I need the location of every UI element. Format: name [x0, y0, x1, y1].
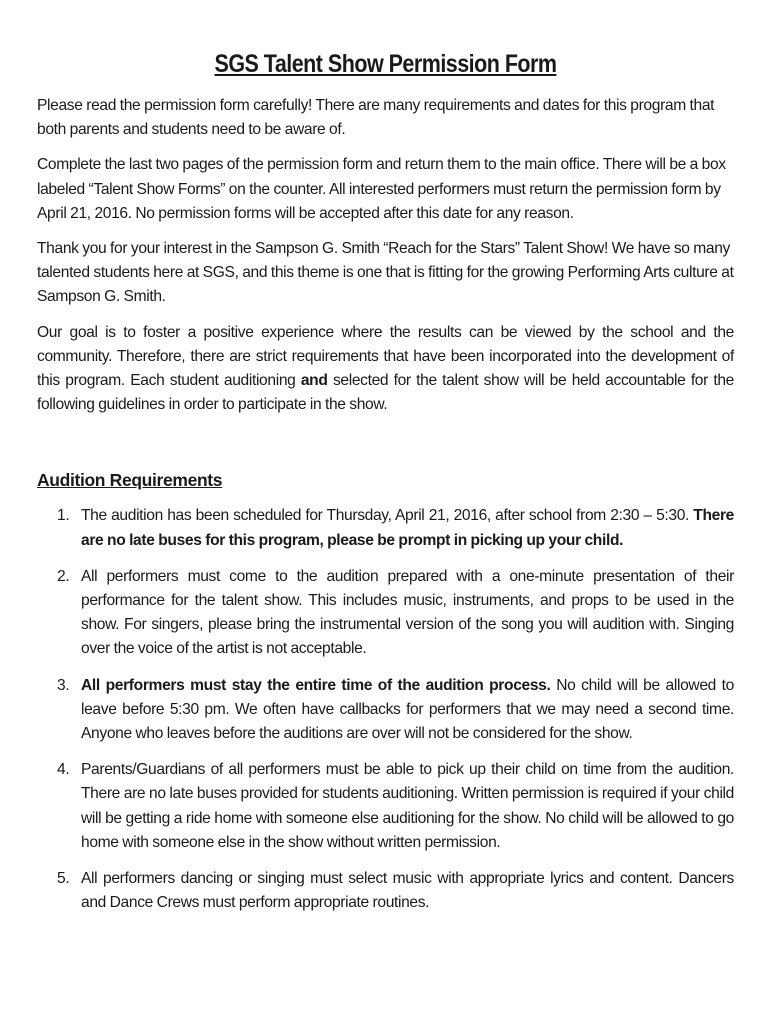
return-instructions-paragraph: Complete the last two pages of the permission form and return them to the main office. There will be a box labeled “Talent Show Forms” on the counter. All interested performers must return the permission form by April 21, 2016. No permission forms will be accepted after this date for any reason.: [37, 156, 726, 222]
requirement-number: 1.: [57, 507, 70, 525]
requirement-bold-text: There are no late buses for this program, please be prompt in picking up your child.: [81, 507, 734, 549]
requirement-item: [37, 674, 734, 747]
requirement-bold-text: All performers must stay the entire time of the audition process.: [81, 676, 551, 694]
goal-text-after: selected for the talent show will be held accountable for the following guidelines in order to participate in the show.: [37, 372, 734, 414]
requirement-text: The audition has been scheduled for Thursday, April 21, 2016, after school from 2:30 – 5:30.: [81, 507, 694, 525]
audition-requirements-heading: Audition Requirements: [37, 470, 223, 491]
requirement-number: 5.: [57, 870, 70, 888]
requirement-text: All performers must come to the audition prepared with a one-minute presentation of their performance for the talent show. This includes music, instruments, and props to be used in the show. For singers, please bring the instrumental version of the song you will audition with. Singing over the voice of the artist is not acceptable.: [81, 567, 734, 658]
intro-paragraph: Please read the permission form carefully! There are many requirements and dates for this program that both parents and students need to be aware of.: [37, 97, 715, 139]
goal-text-before: Our goal is to foster a positive experience where the results can be viewed by the school and the community. Therefore, there are strict requirements that have been incorporated into the development of this program. Each student auditioning: [37, 323, 734, 390]
requirement-text: Parents/Guardians of all performers must be able to pick up their child on time from the audition. There are no late buses provided for students auditioning. Written permission is required if your child will be getting a ride home with someone else auditioning for the show. No child will be allowed to go home with someone else in the show without written permission.: [81, 761, 734, 851]
document-page: [37, 48, 734, 927]
goal-paragraph: [37, 321, 734, 418]
requirement-item: [37, 504, 734, 552]
requirement-item: [37, 867, 734, 915]
thank-you-paragraph: Thank you for your interest in the Sampson G. Smith “Reach for the Stars” Talent Show! We have so many talented students here at SGS, and this theme is one that is fitting for the growing Performing Arts culture at Sampson G. Smith.: [37, 240, 734, 306]
page-title: SGS Talent Show Permission Form: [214, 50, 557, 78]
requirement-text: No child will be allowed to leave before 5:30 pm. We often have callbacks for performers that we may need a second time. Anyone who leaves before the auditions are over will not be considered for the show.: [81, 676, 734, 743]
requirement-number: 3.: [57, 676, 70, 694]
requirement-item: [37, 565, 734, 662]
audition-requirements-list: [37, 504, 734, 915]
goal-text-bold: and: [300, 372, 328, 390]
requirement-text: All performers dancing or singing must select music with appropriate lyrics and content. Dancers and Dance Crews must perform appropriate routines.: [81, 870, 734, 912]
requirement-number: 4.: [57, 761, 70, 779]
requirement-item: [37, 758, 734, 855]
requirement-number: 2.: [57, 567, 70, 585]
